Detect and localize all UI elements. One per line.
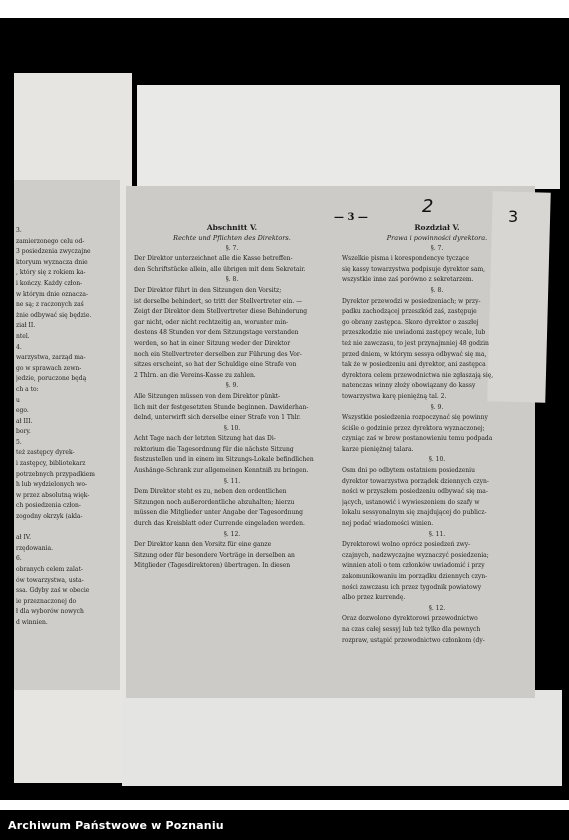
german-line: gar nicht, oder nicht rechtzeitig an, worunter min- <box>134 318 289 326</box>
left-fragment-line: ntel. <box>16 332 30 340</box>
left-fragment-line: i zastępcy, bibliotekarz <box>16 460 86 468</box>
bottom-sheet <box>122 690 562 786</box>
left-fragment-line: 4. <box>16 343 22 351</box>
german-line: festzustellen und in einem im Sitzungs-Lokale befindlichen <box>134 456 314 464</box>
left-fragment-line: i kończy. Każdy człon- <box>16 279 83 287</box>
left-fragment-line: zamierzonego celu od- <box>16 237 85 245</box>
german-body <box>134 244 330 572</box>
polish-line: ściśle o godzinie przez dyrektora wyznaczonej; <box>342 424 485 432</box>
polish-line: towarzystwa karę pieniężną tal. 2. <box>342 392 447 400</box>
polish-line: §. 11. <box>428 530 446 538</box>
left-fragment-text <box>16 226 118 629</box>
left-fragment-line: h lub wydzielonych wo- <box>16 481 87 489</box>
polish-line: §. 10. <box>428 456 446 464</box>
polish-line: lokalu sessyonalnym się znajdującej do publicz- <box>342 509 487 517</box>
left-fragment-line: ssa. Gdyby zaś w obecie <box>16 587 90 595</box>
polish-line: dyrektor towarzystwa porządek dziennych czyn- <box>342 477 489 485</box>
left-fragment-line: ch a to: <box>16 385 39 393</box>
german-line: den Schriftstücke allein, alle übrigen mit dem Sekretair. <box>134 265 306 273</box>
top-white-bar <box>0 0 569 18</box>
polish-line: §. 7. <box>430 244 444 252</box>
polish-line: Wszelkie pisma i korespondencye tyczące <box>342 255 470 263</box>
left-fragment-line: go w sprawach zewn- <box>16 364 82 372</box>
polish-line: czyniąc zaś w brew postanowieniu temu podpada <box>342 435 493 443</box>
german-line: ist derselbe behindert, so tritt der Stellvertreter ein. — <box>134 297 303 305</box>
german-line: §. 10. <box>223 424 241 432</box>
polish-line: też nie zawczasu, to jest przynajmniej 48 godzin <box>342 339 489 347</box>
polish-line: przed dniem, w którym sessya odbywać się ma, <box>342 350 487 358</box>
german-line: Der Direktor unterzeichnet alle die Kasse betreffen- <box>134 255 293 263</box>
polish-line: winnien atoli o tem członków uwiadomić i przy <box>342 562 485 570</box>
german-line: Der Direktor führt in den Sitzungen den Vorsitz; <box>134 286 282 294</box>
handwritten-mark-2: 2 <box>422 196 434 217</box>
polish-line: tak że w posiedzeniu ani dyrektor, ani zastępca <box>342 361 486 369</box>
german-line: noch ein Stellvertreter derselben zur Führung des Vor- <box>134 350 302 358</box>
left-fragment-line: u <box>16 396 20 404</box>
polish-line: czajnych, nadzwyczajne wyznaczyć posiedzenia; <box>342 551 489 559</box>
handwritten-mark-3: 3 <box>508 207 519 226</box>
german-column <box>134 222 330 572</box>
left-fragment-line: ktoryum wyznacza dnie <box>16 258 88 266</box>
polish-body <box>342 244 532 647</box>
german-line: 2 Thlrn. an die Vereins-Kasse zu zahlen. <box>134 371 256 379</box>
polish-line: padku zachodzącej przeszkód zaś, zastępuje <box>342 308 477 316</box>
german-line: Der Direktor kann den Vorsitz für eine ganze <box>134 541 272 549</box>
polish-line: dyrektora celem przewodnictwa nie zgłaszają się, <box>342 371 494 379</box>
german-line: Sitzungen noch außerordentliche abzuhalten; hierzu <box>134 498 295 506</box>
left-fragment-line: 3. <box>16 227 22 234</box>
left-fragment-line: żnie odbywać się będzie. <box>16 311 92 319</box>
german-line: müssen die Mitglieder unter Angabe der Tagesordnung <box>134 509 304 517</box>
polish-line: Osm dni po odbytem ostatniem posiedzeniu <box>342 467 475 475</box>
german-subheading: Rechte und Pflichten des Direktors. <box>173 234 291 242</box>
polish-line: przeszkodzie nie uwiadomi zastępcy wcale, lub <box>342 329 486 337</box>
polish-line: §. 8. <box>430 286 444 294</box>
polish-line: karze pieniężnej talara. <box>342 445 414 453</box>
left-fragment-line: bory. <box>16 428 31 436</box>
polish-line: §. 12. <box>428 604 446 612</box>
polish-line: ności w przyszłem posiedzeniu odbywać się ma- <box>342 488 488 496</box>
german-line: Zeigt der Direktor dem Stellvertreter diese Behinderung <box>134 308 308 316</box>
polish-line: natenczas winny złoży obowiązany do kassy <box>342 382 476 390</box>
bottom-white-bar <box>0 800 569 810</box>
german-line: lich mit der festgesetzten Stunde beginnen. Dawiderhan- <box>134 403 309 411</box>
left-fragment-line: ł dla wyborów nowych <box>16 608 84 616</box>
left-fragment-line: warzystwa, zarząd ma- <box>16 354 86 362</box>
polish-line: §. 9. <box>430 403 444 411</box>
left-fragment-line: ego. <box>16 407 29 415</box>
german-line: §. 9. <box>225 382 239 390</box>
left-fragment-line: ów towarzystwa, usta- <box>16 576 84 584</box>
german-line: Aushänge-Schrank zur allgemeinen Kenntniß zu bringen. <box>134 467 309 475</box>
left-fragment-line: 5. <box>16 438 22 446</box>
german-line: destens 48 Stunden vor dem Sitzungstage verstanden <box>134 329 299 337</box>
german-line: Sitzung oder für besondere Vorträge in derselben an <box>134 551 295 559</box>
left-fragment-line: potrzebnych przypadkiem <box>16 470 95 478</box>
polish-subheading: Prawa i powinności dyrektora. <box>386 234 488 242</box>
left-fragment-line: 6. <box>16 555 22 563</box>
left-fragment-line <box>16 523 118 534</box>
left-fragment-line: rzędowania. <box>16 544 54 552</box>
archive-footer <box>0 810 569 840</box>
polish-line: się kassy towarzystwa podpisuje dyrektor sam, <box>342 265 486 273</box>
left-fragment-line: ał III. <box>16 417 33 425</box>
left-fragment-line: ch posiedzenia człon- <box>16 502 81 510</box>
left-fragment-line: w którym dnie oznacza- <box>16 290 88 298</box>
polish-line: Dyrektor przewodzi w posiedzeniach; w przy- <box>342 297 481 305</box>
left-fragment-line: zogodny okrzyk (akla- <box>16 513 83 521</box>
left-fragment-line: , który się z rokiem ka- <box>16 269 86 277</box>
polish-line: ności zawczasu ich przez tygodnik powiatowy <box>342 583 482 591</box>
german-line: §. 8. <box>225 276 239 284</box>
back-sheet <box>137 85 560 189</box>
german-line: durch das Kreisblatt oder Currende eingeladen werden. <box>134 520 305 528</box>
german-line: delnd, unterwirft sich derselbe einer Strafe von 1 Thlr. <box>134 414 301 422</box>
german-line: Alle Sitzungen müssen von dem Direktor pünkt- <box>134 392 281 400</box>
left-fragment-line: ie przeznaczonej do <box>16 597 77 605</box>
polish-line: na czas całej sessyj lub też tylko dla pewnych <box>342 625 481 633</box>
polish-line: wszystkie inne zaś porówno z sekretarzem. <box>342 276 474 284</box>
polish-line: go obrany zastępca. Skoro dyrektor o zaszłej <box>342 318 479 326</box>
german-line: Dem Direktor steht es zu, neben den ordentlichen <box>134 488 287 496</box>
archive-name: Archiwum Państwowe w Poznaniu <box>8 818 224 832</box>
polish-line: Dyrektorowi wolno oprócz posiedzeń zwy- <box>342 541 471 549</box>
german-line: werden, so hat in einer Sitzung weder der Direktor <box>134 339 291 347</box>
left-fragment-line: 3 posiedzenia zwyczajne <box>16 248 91 256</box>
left-fragment-line: jedzie, poruczone będą <box>16 375 87 383</box>
left-fragment-line: w przez absolutną więk- <box>16 491 90 499</box>
german-line: Acht Tage nach der letzten Sitzung hat das Di- <box>134 435 276 443</box>
left-fragment-line: ział II. <box>16 322 36 330</box>
german-line: rektorium die Tagesordnung für die nächste Sitzung <box>134 445 294 453</box>
german-line: §. 12. <box>223 530 241 538</box>
german-line: §. 7. <box>225 244 239 252</box>
german-line: §. 11. <box>223 477 241 485</box>
german-line: sitzes erscheint, so hat der Schuldige eine Strafe von <box>134 361 297 369</box>
polish-line: albo przez kurrendę. <box>342 594 406 602</box>
page-number: — 3 — <box>334 212 368 223</box>
polish-line: rozpraw, ustąpić przewodnictwo członkom (dy- <box>342 636 485 644</box>
left-fragment-line: ał IV. <box>16 534 31 542</box>
german-line: Mitglieder (Tagesdirektoren) übertragen. In diesen <box>134 562 291 570</box>
polish-line: nej podać wiadomości winien. <box>342 520 434 528</box>
polish-heading: Rozdział V. <box>414 223 460 232</box>
german-heading: Abschnitt V. <box>206 223 258 232</box>
left-fragment-line: ne są; z raczonych zaś <box>16 301 84 309</box>
left-fragment-line: obranych celem zalat- <box>16 566 83 573</box>
polish-line: zakomunikowaniu im porządku dziennych czyn- <box>342 573 488 580</box>
left-fragment-line: d winnien. <box>16 618 48 626</box>
left-fragment-line: też zastępcy dyrek- <box>16 449 75 457</box>
polish-column <box>342 222 532 646</box>
polish-line: jących, ustanowić i wywieszeniem do szafy w <box>342 498 480 506</box>
polish-line: Wszystkie posiedzenia rozpoczynać się powinny <box>342 414 488 422</box>
polish-line: Oraz dozwolono dyrektorowi przewodnictwo <box>342 615 478 623</box>
